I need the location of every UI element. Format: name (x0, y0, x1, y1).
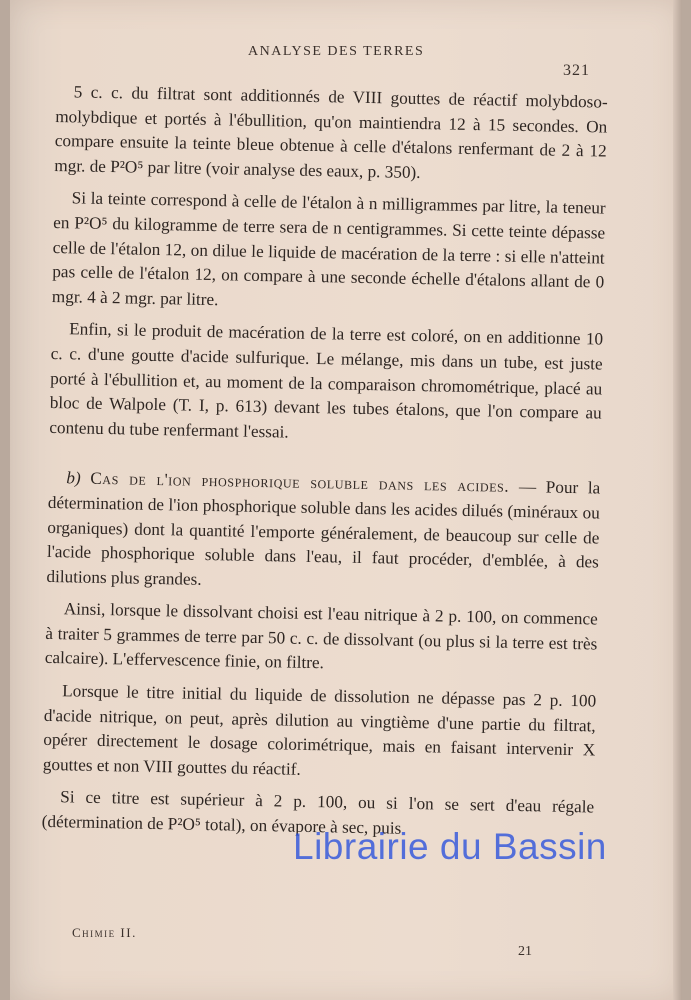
section-text: — Pour la détermination de l'ion phosphorique soluble dans les acides dilués (minéraux ou organiques) dont la quantité l'emporte généralement, de beaucoup sur celle de l'acide phosphorique soluble dans l'eau, il faut procéder, d'emblée, à des dilutions plus grandes. (46, 477, 601, 589)
paragraph-7: Si ce titre est supérieur à 2 p. 100, ou si l'on se sert d'eau régale (détermination de P²O⁵ total), on évapore à sec, puis (41, 787, 595, 838)
signature-number: 21 (518, 944, 532, 959)
signature-mark: Chimie II. (72, 925, 137, 940)
body-text (42, 80, 608, 845)
paragraph-5: Ainsi, lorsque le dissolvant choisi est l'eau nitrique à 2 p. 100, on commence à traiter 5 grammes de terre par 50 c. c. de dissolvant (ou plus si la terre est très calcaire). L'effervescence finie, on filtre. (44, 599, 598, 673)
paragraph-2: Si la teinte correspond à celle de l'étalon à n milligrammes par litre, la teneur en P²O⁵ du kilogramme de terre sera de n centigrammes. Si cette teinte dépasse celle de l'étalon 12, on dilue le liquide de macération de la terre : si elle n'atteint pas celle de l'étalon 12, on compare à une seconde échelle d'étalons allant de 0 mgr. 4 à 2 mgr. par litre. (51, 188, 606, 309)
page-number: 321 (563, 62, 590, 79)
paragraph-1: 5 c. c. du filtrat sont additionnés de VIII gouttes de réactif molybdoso-molybdique et portés à l'ébullition, qu'on maintiendra 12 à 15 secondes. On compare ensuite la teinte bleue obtenue à celle d'étalons renfermant de 2 à 12 mgr. de P²O⁵ par litre (voir analyse des eaux, p. 350). (54, 82, 608, 182)
paragraph-3: Enfin, si le produit de macération de la terre est coloré, on en additionne 10 c. c. d'une goutte d'acide sulfurique. Le mélange, mis dans un tube, est juste porté à l'ébullition et, au moment de la comparaison chromométrique, placé au bloc de Walpole (T. I, p. 613) devant les tubes étalons, que l'on compare au contenu du tube renfermant l'essai. (49, 319, 604, 442)
section-heading: Cas de l'ion phosphorique soluble dans les acides. (90, 469, 510, 497)
watermark: Librairie du Bassin (293, 826, 607, 867)
section-b-paragraph (46, 466, 600, 600)
page-edge (673, 0, 682, 1000)
paragraph-6: Lorsque le titre initial du liquide de dissolution ne dépasse pas 2 p. 100 d'acide nitrique, on peut, après dilution au vingtième d'une partie du filtrat, opérer directement le dosage colorimétrique, mais en faisant intervenir X gouttes et non VIII gouttes du réactif. (42, 681, 597, 779)
section-label: b) (66, 468, 81, 488)
running-head: ANALYSE DES TERRES (248, 44, 425, 59)
